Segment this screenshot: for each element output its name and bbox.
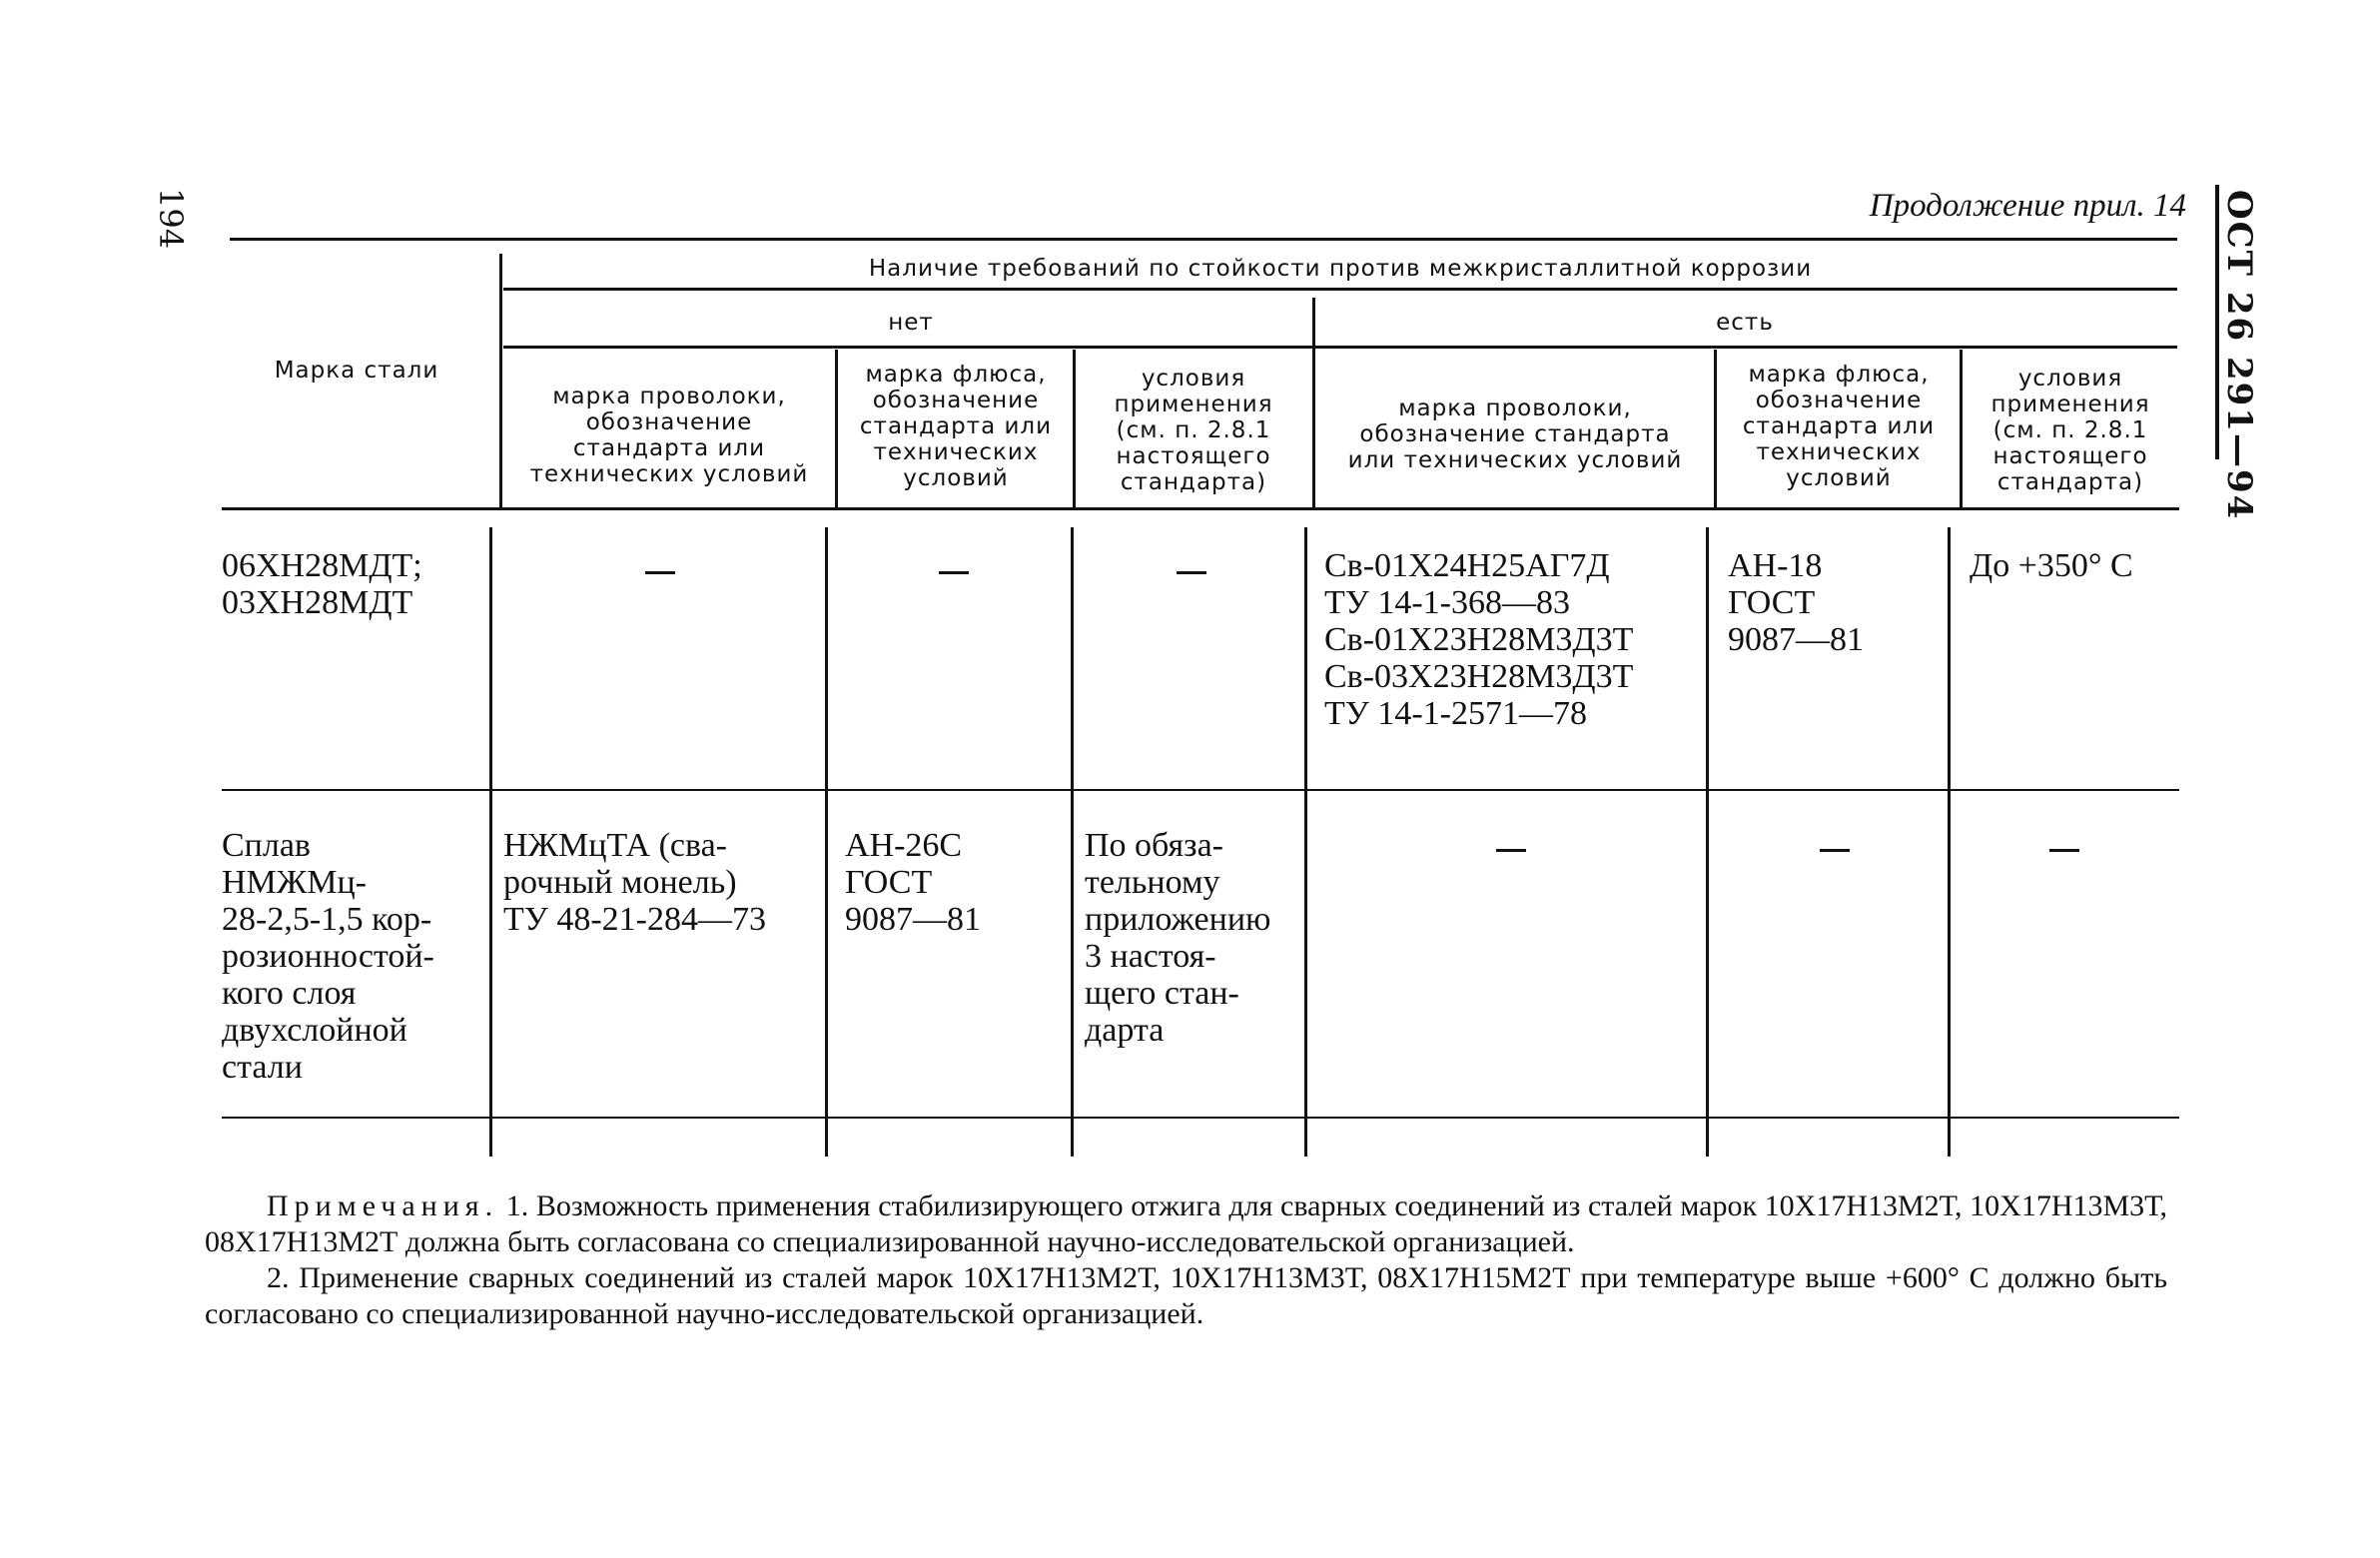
row2-no-wire: НЖМцТА (сва- рочный монель) ТУ 48-21-284—73	[503, 827, 766, 938]
header-yes-wire: марка проволоки, обозначение стандарта или технических условий	[1347, 395, 1683, 473]
page-number: 194	[152, 188, 190, 250]
row2-steel: Сплав НМЖМц- 28-2,5-1,5 кор- розионностой- кого слоя двухслойной стали	[222, 827, 434, 1086]
row2-yes-cond-dash	[2049, 849, 2079, 852]
header-yes: есть	[1716, 310, 1774, 336]
header-no-wire: марка проволоки, обозначение стандарта или технических условий	[529, 384, 809, 487]
note-1	[205, 1188, 2167, 1260]
header-no-flux: марка флюса, обозначение стандарта или технических условий	[859, 362, 1053, 491]
document-code: ОСТ 26 291—94	[2219, 190, 2259, 521]
row1-yes-cond: До +350° С	[1970, 547, 2133, 584]
notes-section	[205, 1188, 2167, 1332]
notes-heading: Примечания.	[267, 1189, 499, 1222]
note-2: 2. Применение сварных соединений из сталей марок 10Х17Н13М2Т, 10Х17Н13М3Т, 08Х17Н15М2Т при температуре выше +600° С должно быть согласовано со специализированной научно-исследовательской организацией.	[205, 1261, 2167, 1330]
header-no-cond: условия применения (см. п. 2.8.1 настоящего стандарта)	[1114, 366, 1273, 495]
row1-yes-flux: АН-18 ГОСТ 9087—81	[1728, 547, 1864, 658]
header-group-title: Наличие требований по стойкости против межкристаллитной коррозии	[868, 256, 1813, 282]
row2-yes-flux-dash	[1820, 849, 1850, 852]
header-no: нет	[888, 310, 934, 336]
header-yes-cond: условия применения (см. п. 2.8.1 настоящего стандарта)	[1990, 366, 2150, 495]
header-yes-flux: марка флюса, обозначение стандарта или технических условий	[1742, 362, 1936, 491]
row1-yes-wire: Св-01Х24Н25АГ7Д ТУ 14-1-368—83 Св-01Х23Н28М3Д3Т Св-03Х23Н28М3Д3Т ТУ 14-1-2571—78	[1324, 547, 1634, 732]
row1-steel: 06ХН28МДТ; 03ХН28МДТ	[222, 547, 422, 621]
row1-no-flux-dash	[939, 571, 969, 574]
row2-no-flux: АН-26С ГОСТ 9087—81	[845, 827, 981, 938]
row2-no-cond: По обяза- тельному приложению 3 настоя- щего стан- дарта	[1085, 827, 1271, 1049]
continuation-label: Продолжение прил. 14	[1869, 188, 2186, 224]
header-side-rule	[2215, 185, 2219, 459]
header-steel-grade: Марка стали	[274, 358, 439, 384]
row1-no-cond-dash	[1177, 571, 1206, 574]
note-1-text: 1. Возможность применения стабилизирующего отжига для сварных соединений из сталей марок 10Х17Н13М2Т, 10Х17Н13М3Т, 08Х17Н13М2Т должна быть согласована со специализированной научно-исследовательской организацией.	[205, 1189, 2167, 1258]
welding-materials-table	[222, 238, 2179, 1157]
row1-no-wire-dash	[645, 571, 675, 574]
row2-yes-wire-dash	[1496, 849, 1526, 852]
